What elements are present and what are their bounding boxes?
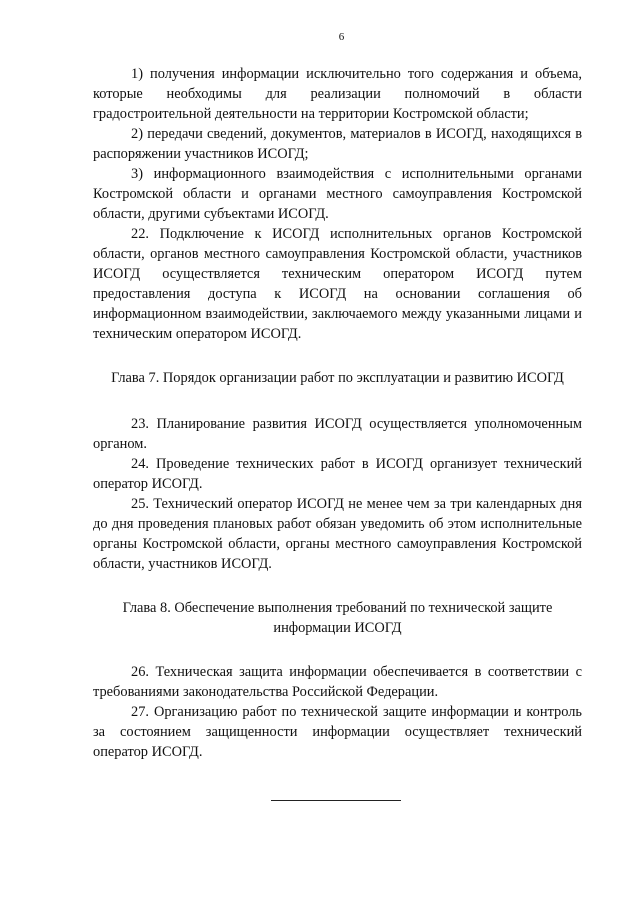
paragraph-23: 23. Планирование развития ИСОГД осуществляется уполномоченным органом. (93, 416, 582, 452)
paragraph-24: 24. Проведение технических работ в ИСОГД организует технический оператор ИСОГД. (93, 456, 582, 492)
paragraph-27: 27. Организацию работ по технической защите информации и контроль за состоянием защищенности информации осуществляет технический оператор ИСОГД. (93, 704, 582, 760)
paragraph-22: 22. Подключение к ИСОГД исполнительных органов Костромской области, органов местного самоуправления Костромской области, участников ИСОГД осуществляется техническим оператором ИСОГД путем предоставления доступа к ИСОГД на основании соглашения об информационном взаимодействии, заключаемого между указанными лицами и техническим оператором ИСОГД. (93, 226, 582, 342)
page-number: 6 (338, 31, 345, 43)
document-page (93, 30, 582, 801)
paragraph-26: 26. Техническая защита информации обеспечивается в соответствии с требованиями законодательства Российской Федерации. (93, 664, 582, 700)
chapter-8-heading-line-1: Глава 8. Обеспечение выполнения требований по технической защите (122, 600, 553, 616)
paragraph-25: 25. Технический оператор ИСОГД не менее чем за три календарных дня до дня проведения плановых работ обязан уведомить об этом исполнительные органы Костромской области, органы местного самоуправления Костромской области, участников ИСОГД. (93, 496, 582, 572)
paragraph-item-1: 1) получения информации исключительно того содержания и объема, которые необходимы для реализации полномочий в области градостроительной деятельности на территории Костромской области; (93, 66, 582, 122)
end-of-document-rule (271, 800, 401, 801)
paragraph-item-3: 3) информационного взаимодействия с исполнительными органами Костромской области и органами местного самоуправления Костромской области, другими субъектами ИСОГД. (93, 166, 582, 222)
chapter-8-heading-line-2: информации ИСОГД (273, 620, 402, 636)
paragraph-item-2: 2) передачи сведений, документов, материалов в ИСОГД, находящихся в распоряжении участников ИСОГД; (93, 126, 582, 162)
chapter-7-heading: Глава 7. Порядок организации работ по эксплуатации и развитию ИСОГД (111, 370, 564, 386)
chapter-8-heading (93, 598, 582, 638)
